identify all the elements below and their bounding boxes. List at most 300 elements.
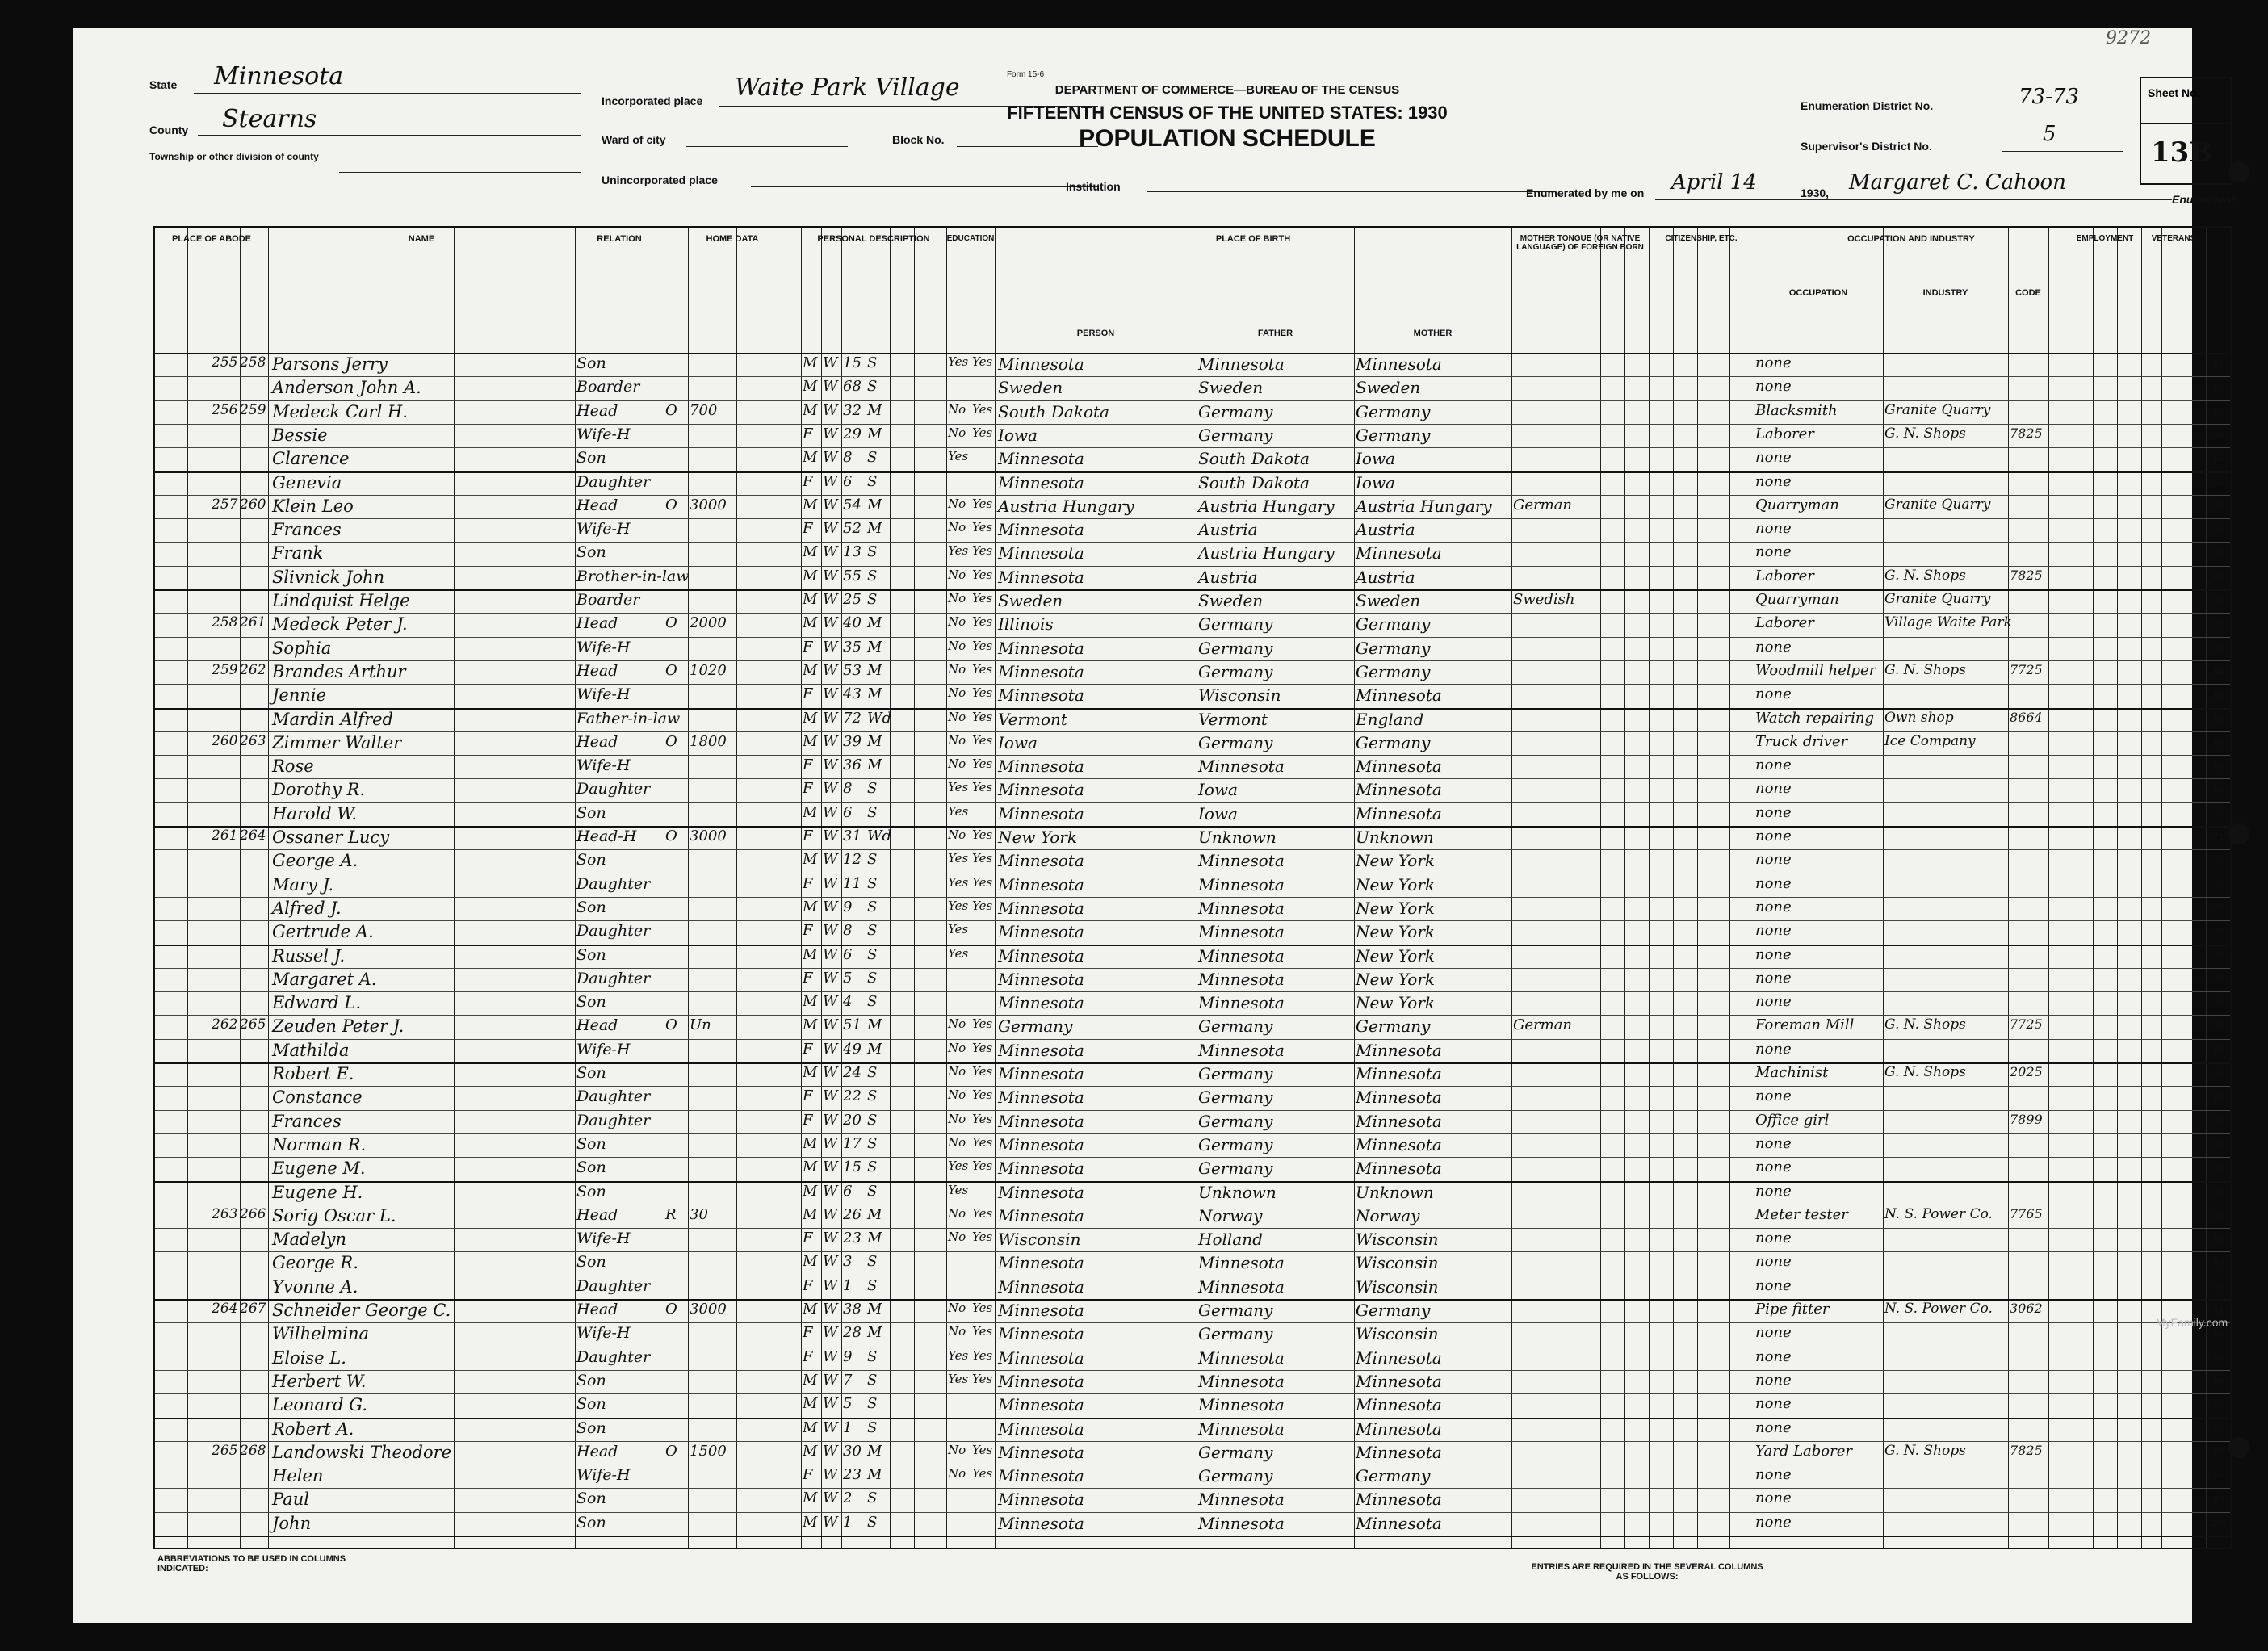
cell-sex: F <box>803 828 813 844</box>
cell-own: R <box>665 1205 677 1223</box>
cell-read: Yes <box>972 780 993 795</box>
cell-mob: Minnesota <box>1356 543 1442 564</box>
cell-race: W <box>823 756 838 774</box>
cell-mar: S <box>867 803 878 821</box>
cell-read: Yes <box>972 520 993 535</box>
cell-occ: none <box>1755 1040 1792 1058</box>
cell-val: 1020 <box>690 661 727 679</box>
cell-code: 7825 <box>2010 567 2043 583</box>
cell-race: W <box>823 851 838 869</box>
table-row <box>155 945 2230 968</box>
cell-mar: M <box>867 1040 882 1058</box>
cell-fob: Unknown <box>1198 1182 1277 1202</box>
cell-own: O <box>665 732 677 750</box>
cell-age: 8 <box>843 780 853 798</box>
cell-pob: Minnesota <box>998 874 1084 895</box>
cell-code: 2025 <box>2010 1064 2043 1079</box>
line-number: 86 <box>2213 1187 2224 1197</box>
cell-rel: Head-H <box>576 828 637 845</box>
table-row <box>155 1370 2230 1393</box>
group-relation: RELATION <box>597 234 642 244</box>
cell-mob: New York <box>1356 898 1435 918</box>
line-number: 56 <box>2213 477 2224 488</box>
cell-rel: Son <box>576 1134 606 1153</box>
cell-read: Yes <box>972 1324 993 1339</box>
cell-occ: Quarryman <box>1755 591 1839 608</box>
cell-age: 13 <box>843 543 862 561</box>
cell-occ: Woodmill helper <box>1755 661 1876 679</box>
cell-fob: Minnesota <box>1198 898 1285 918</box>
cell-tongue: German <box>1513 496 1573 513</box>
cell-occ: Machinist <box>1755 1064 1829 1081</box>
cell-tongue: German <box>1513 1016 1573 1034</box>
cell-rel: Daughter <box>576 1347 651 1366</box>
line-number: 63 <box>2213 643 2224 653</box>
cell-pob: Minnesota <box>998 1205 1084 1226</box>
cell-mob: New York <box>1356 922 1435 942</box>
cell-pob: Sweden <box>998 591 1063 610</box>
cell-read: Yes <box>972 425 993 440</box>
cell-mar: S <box>867 898 878 916</box>
cell-pob: Minnesota <box>998 1159 1084 1179</box>
cell-race: W <box>823 472 838 490</box>
cell-pob: Minnesota <box>998 1395 1084 1415</box>
cell-sch: No <box>948 661 966 677</box>
cell-occ: none <box>1755 1134 1792 1152</box>
cell-fam: 267 <box>240 1301 266 1317</box>
cell-race: W <box>823 993 838 1011</box>
cell-race: W <box>823 780 838 798</box>
table-row <box>155 1465 2230 1488</box>
cell-sex: M <box>803 732 818 750</box>
cell-fob: Minnesota <box>1198 1513 1285 1533</box>
cell-mob: New York <box>1356 851 1435 871</box>
cell-age: 20 <box>843 1111 862 1129</box>
cell-sex: F <box>803 780 813 798</box>
line-number: 72 <box>2213 856 2224 866</box>
line-number: 78 <box>2213 998 2224 1008</box>
cell-mar: M <box>867 732 882 750</box>
group-abode: PLACE OF ABODE <box>172 234 251 244</box>
cell-tongue: Swedish <box>1513 591 1575 608</box>
cell-mar: S <box>867 1513 878 1531</box>
cell-pob: Minnesota <box>998 1466 1084 1486</box>
cell-rel: Son <box>576 1253 606 1272</box>
footer-abbreviations: ABBREVIATIONS TO BE USED IN COLUMNS INDICATED: <box>157 1554 346 1573</box>
cell-fob: Minnesota <box>1198 1490 1285 1510</box>
cell-name: Anderson John A. <box>272 378 421 398</box>
ward-rule <box>686 146 848 147</box>
cell-sch: No <box>948 520 966 535</box>
cell-mar: M <box>867 496 882 513</box>
cell-mar: S <box>867 1490 878 1507</box>
cell-occ: none <box>1755 1418 1792 1436</box>
cell-pob: Iowa <box>998 732 1038 752</box>
cell-dw: 257 <box>212 496 238 513</box>
cell-name: Paul <box>272 1490 309 1510</box>
cell-rel: Daughter <box>576 1087 651 1106</box>
cell-fob: Austria Hungary <box>1198 496 1335 516</box>
cell-rel: Son <box>576 543 606 562</box>
cell-name: Brandes Arthur <box>272 661 406 681</box>
cell-rel: Daughter <box>576 472 651 491</box>
cell-sex: M <box>803 401 818 419</box>
cell-code: 7765 <box>2010 1205 2043 1221</box>
cell-race: W <box>823 969 838 987</box>
cell-code: 7899 <box>2010 1111 2043 1127</box>
cell-rel: Daughter <box>576 922 651 941</box>
cell-rel: Son <box>576 1371 606 1389</box>
table-row <box>155 778 2230 802</box>
cell-age: 38 <box>843 1301 862 1318</box>
cell-mob: Minnesota <box>1356 685 1442 706</box>
cell-mob: Minnesota <box>1356 1040 1442 1060</box>
cell-occ: none <box>1755 945 1792 963</box>
cell-mar: Wd <box>867 828 892 844</box>
cell-name: Eugene H. <box>272 1182 363 1202</box>
cell-fob: Minnesota <box>1198 993 1285 1013</box>
cell-pob: Wisconsin <box>998 1230 1081 1250</box>
cell-name: Mardin Alfred <box>272 709 393 729</box>
cell-read: Yes <box>972 685 993 701</box>
table-row <box>155 1276 2230 1299</box>
cell-name: Yvonne A. <box>272 1276 358 1297</box>
cell-race: W <box>823 591 838 608</box>
cell-mar: S <box>867 945 878 963</box>
subhead-mother: MOTHER <box>1413 329 1453 338</box>
cell-age: 35 <box>843 638 862 656</box>
cell-occ: none <box>1755 1490 1792 1507</box>
cell-fob: Minnesota <box>1198 1276 1285 1297</box>
line-number: 74 <box>2213 903 2224 913</box>
cell-pob: Minnesota <box>998 1324 1084 1344</box>
cell-mob: Minnesota <box>1356 1159 1442 1179</box>
cell-sex: F <box>803 874 813 892</box>
cell-mob: Minnesota <box>1356 1490 1442 1510</box>
census-title: FIFTEENTH CENSUS OF THE UNITED STATES: 1930 <box>1007 103 1448 123</box>
cell-dw: 263 <box>212 1205 238 1222</box>
table-row <box>155 991 2230 1015</box>
table-row <box>155 447 2230 471</box>
enumerator-name: Margaret C. Cahoon <box>1849 170 2066 195</box>
table-row <box>155 518 2230 542</box>
cell-age: 3 <box>843 1253 853 1271</box>
cell-fam: 259 <box>240 401 266 418</box>
cell-name: Edward L. <box>272 993 362 1013</box>
cell-sch: No <box>948 1040 966 1055</box>
cell-age: 29 <box>843 425 862 442</box>
cell-mob: Germany <box>1356 1016 1431 1037</box>
cell-mar: M <box>867 1324 882 1342</box>
cell-sex: M <box>803 1205 818 1223</box>
cell-pob: Minnesota <box>998 1301 1084 1320</box>
cell-sex: F <box>803 472 813 490</box>
cell-fob: Germany <box>1198 1134 1273 1154</box>
cell-occ: Foreman Mill <box>1755 1016 1855 1034</box>
county-rule <box>198 135 581 136</box>
cell-race: W <box>823 567 838 585</box>
cell-mar: S <box>867 1418 878 1436</box>
cell-mar: M <box>867 661 882 679</box>
cell-mar: S <box>867 449 878 467</box>
cell-race: W <box>823 1466 838 1484</box>
cell-fob: Germany <box>1198 1087 1273 1108</box>
cell-mob: Wisconsin <box>1356 1324 1439 1344</box>
line-number: 58 <box>2213 525 2224 535</box>
cell-race: W <box>823 1064 838 1081</box>
cell-ind: G. N. Shops <box>1884 661 1966 678</box>
cell-race: W <box>823 1111 838 1129</box>
cell-name: Wilhelmina <box>272 1324 369 1344</box>
cell-fam: 262 <box>240 661 266 678</box>
group-citizen: CITIZENSHIP, ETC. <box>1665 234 1738 243</box>
block-label: Block No. <box>892 133 945 146</box>
cell-name: Parsons Jerry <box>272 354 388 374</box>
cell-sex: M <box>803 1442 818 1460</box>
cell-rel: Son <box>576 1182 606 1201</box>
cell-race: W <box>823 496 838 513</box>
cell-sex: M <box>803 945 818 963</box>
cell-name: Frances <box>272 1111 342 1131</box>
cell-mob: Germany <box>1356 401 1431 421</box>
cell-age: 9 <box>843 898 853 916</box>
cell-occ: none <box>1755 638 1792 656</box>
cell-mob: Minnesota <box>1356 1347 1442 1368</box>
line-number: 80 <box>2213 1045 2224 1055</box>
cell-sch: Yes <box>948 1371 969 1386</box>
cell-occ: none <box>1755 354 1792 371</box>
cell-name: Rose <box>272 756 314 777</box>
cell-rel: Son <box>576 1490 606 1508</box>
cell-sex: M <box>803 1182 818 1200</box>
cell-age: 1 <box>843 1513 853 1531</box>
line-number: 53 <box>2213 406 2224 417</box>
cell-mob: Wisconsin <box>1356 1230 1439 1250</box>
cell-name: Leonard G. <box>272 1395 367 1415</box>
cell-age: 39 <box>843 732 862 750</box>
cell-sex: F <box>803 922 813 940</box>
table-row <box>155 1062 2230 1086</box>
cell-occ: none <box>1755 780 1792 798</box>
cell-rel: Head <box>576 1301 618 1318</box>
cell-code: 7725 <box>2010 1016 2043 1033</box>
cell-sch: Yes <box>948 449 969 464</box>
cell-occ: none <box>1755 828 1792 844</box>
cell-age: 54 <box>843 496 862 513</box>
line-number: 81 <box>2213 1069 2224 1079</box>
cell-mar: M <box>867 685 882 703</box>
cell-race: W <box>823 828 838 844</box>
cell-mob: Unknown <box>1356 1182 1434 1202</box>
cell-rel: Son <box>576 1159 606 1177</box>
cell-read: Yes <box>972 1040 993 1055</box>
cell-age: 6 <box>843 1182 853 1200</box>
cell-mar: S <box>867 1159 878 1176</box>
schedule-title: POPULATION SCHEDULE <box>1079 125 1376 152</box>
cell-occ: none <box>1755 520 1792 538</box>
cell-ind: G. N. Shops <box>1884 425 1966 442</box>
cell-fob: Minnesota <box>1198 1395 1285 1415</box>
cell-mob: Minnesota <box>1356 1442 1442 1462</box>
cell-race: W <box>823 1159 838 1176</box>
cell-name: Sophia <box>272 638 332 658</box>
cell-fob: Minnesota <box>1198 1040 1285 1060</box>
page-stamp: 9272 <box>2106 28 2151 48</box>
cell-name: Eloise L. <box>272 1347 346 1368</box>
line-number: 64 <box>2213 666 2224 677</box>
cell-read: Yes <box>972 1087 993 1103</box>
cell-pob: Minnesota <box>998 1087 1084 1108</box>
cell-sex: M <box>803 378 818 396</box>
cell-name: Sorig Oscar L. <box>272 1205 396 1226</box>
cell-name: George A. <box>272 851 358 871</box>
cell-age: 26 <box>843 1205 862 1223</box>
cell-age: 40 <box>843 614 862 632</box>
table-row <box>155 968 2230 991</box>
cell-sex: M <box>803 1253 818 1271</box>
table-row <box>155 613 2230 636</box>
cell-mob: Minnesota <box>1356 354 1442 374</box>
line-number: 100 <box>2211 1518 2227 1528</box>
cell-age: 36 <box>843 756 862 774</box>
table-row <box>155 755 2230 778</box>
cell-occ: none <box>1755 685 1792 703</box>
form-number: Form 15-6 <box>1006 70 1045 79</box>
line-number: 98 <box>2213 1471 2224 1481</box>
cell-mob: Austria <box>1356 520 1415 540</box>
cell-fob: Wisconsin <box>1198 685 1281 706</box>
cell-race: W <box>823 401 838 419</box>
table-row <box>155 542 2230 565</box>
subhead-occupation: OCCUPATION <box>1788 288 1848 298</box>
cell-age: 23 <box>843 1230 862 1247</box>
cell-mar: S <box>867 1182 878 1200</box>
incorporated-label: Incorporated place <box>602 94 703 107</box>
cell-rel: Wife-H <box>576 1230 631 1248</box>
cell-mar: S <box>867 851 878 869</box>
cell-pob: Minnesota <box>998 567 1084 587</box>
table-row <box>155 566 2230 589</box>
cell-sch: No <box>948 1466 966 1481</box>
cell-pob: Minnesota <box>998 472 1084 492</box>
cell-race: W <box>823 1395 838 1413</box>
cell-fob: Minnesota <box>1198 756 1285 777</box>
cell-sch: No <box>948 1205 966 1221</box>
cell-sex: F <box>803 1276 813 1294</box>
table-row <box>155 708 2230 731</box>
cell-sch: No <box>948 1016 966 1032</box>
sheet-box <box>2140 77 2232 185</box>
cell-name: Madelyn <box>272 1230 346 1250</box>
cell-mar: S <box>867 1276 878 1294</box>
cell-fob: Germany <box>1198 1301 1273 1320</box>
cell-race: W <box>823 922 838 940</box>
line-number: 62 <box>2213 619 2224 630</box>
cell-mob: Unknown <box>1356 828 1434 847</box>
cell-occ: none <box>1755 472 1792 490</box>
cell-val: 1500 <box>690 1442 727 1460</box>
cell-mar: M <box>867 401 882 419</box>
cell-name: Constance <box>272 1087 363 1108</box>
cell-mob: Austria Hungary <box>1356 496 1492 516</box>
cell-sch: Yes <box>948 780 969 795</box>
cell-race: W <box>823 898 838 916</box>
cell-name: Margaret A. <box>272 969 377 989</box>
cell-sch: Yes <box>948 898 969 913</box>
cell-rel: Brother-in-law <box>576 567 690 585</box>
cell-mob: New York <box>1356 945 1435 966</box>
state-label: State <box>149 78 178 91</box>
cell-mob: Austria <box>1356 567 1415 587</box>
cell-pob: Minnesota <box>998 1371 1084 1391</box>
cell-mob: Minnesota <box>1356 1134 1442 1154</box>
cell-pob: Minnesota <box>998 543 1084 564</box>
line-number: 87 <box>2213 1210 2224 1221</box>
row-rule <box>155 1536 2230 1537</box>
cell-val: 3000 <box>690 828 727 844</box>
cell-rel: Son <box>576 945 606 964</box>
cell-rel: Son <box>576 1513 606 1532</box>
cell-sch: No <box>948 685 966 701</box>
cell-own: O <box>665 1016 677 1034</box>
cell-val: 2000 <box>690 614 727 632</box>
cell-mob: Sweden <box>1356 591 1421 610</box>
cell-pob: Iowa <box>998 425 1038 445</box>
cell-age: 28 <box>843 1324 862 1342</box>
cell-rel: Head <box>576 614 618 633</box>
cell-pob: Minnesota <box>998 685 1084 706</box>
cell-own: O <box>665 1301 677 1318</box>
cell-dw: 265 <box>212 1442 238 1459</box>
cell-sex: M <box>803 1301 818 1318</box>
cell-fob: Iowa <box>1198 780 1238 800</box>
cell-read: Yes <box>972 1301 993 1315</box>
table-row <box>155 874 2230 897</box>
cell-mob: Wisconsin <box>1356 1253 1439 1273</box>
cell-sex: F <box>803 1466 813 1484</box>
cell-read: Yes <box>972 354 993 369</box>
table-row <box>155 471 2230 495</box>
cell-name: Robert E. <box>272 1064 354 1083</box>
cell-sch: Yes <box>948 922 969 937</box>
line-number: 88 <box>2213 1234 2224 1245</box>
cell-sch: No <box>948 638 966 653</box>
cell-val: 30 <box>690 1205 708 1223</box>
line-number: 76 <box>2213 950 2224 961</box>
cell-age: 52 <box>843 520 862 538</box>
cell-race: W <box>823 1205 838 1223</box>
cell-age: 15 <box>843 1159 862 1176</box>
cell-mob: Minnesota <box>1356 756 1442 777</box>
line-number: 71 <box>2213 832 2224 842</box>
cell-occ: Blacksmith <box>1755 401 1838 419</box>
cell-sex: M <box>803 591 818 608</box>
cell-read: Yes <box>972 591 993 606</box>
cell-age: 51 <box>843 1016 862 1034</box>
cell-rel: Boarder <box>576 378 640 396</box>
incorporated-value: Waite Park Village <box>735 73 960 102</box>
cell-mar: S <box>867 1253 878 1271</box>
cell-read: Yes <box>972 1205 993 1221</box>
cell-age: 22 <box>843 1087 862 1105</box>
cell-pob: Minnesota <box>998 449 1084 469</box>
cell-sch: Yes <box>948 1159 969 1174</box>
cell-pob: Minnesota <box>998 638 1084 658</box>
cell-race: W <box>823 354 838 371</box>
cell-mob: Minnesota <box>1356 1395 1442 1415</box>
cell-race: W <box>823 732 838 750</box>
cell-occ: Pipe fitter <box>1755 1301 1830 1318</box>
